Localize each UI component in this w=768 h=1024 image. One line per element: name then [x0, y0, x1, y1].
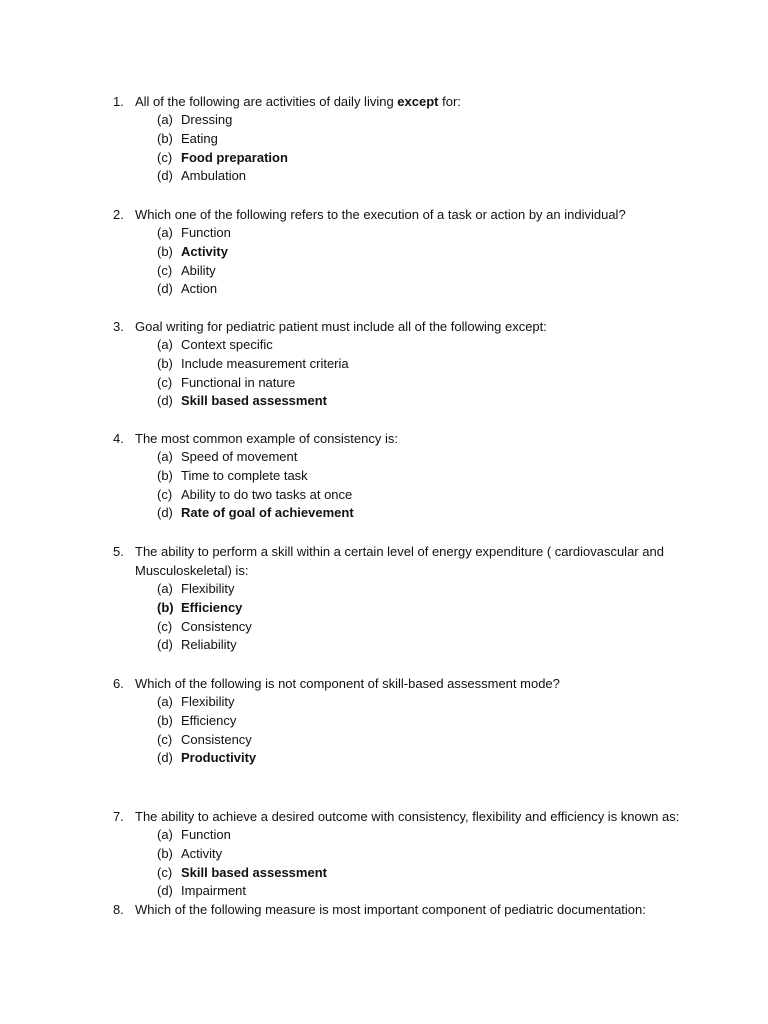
option-letter: (b) — [157, 467, 173, 483]
option-text: Consistency — [181, 618, 252, 634]
option-text: Eating — [181, 130, 218, 146]
option-letter: (c) — [157, 618, 173, 634]
option-letter: (a) — [157, 694, 173, 709]
option-letter: (d) — [157, 505, 173, 521]
option-text-correct: Activity — [181, 243, 228, 259]
option-a — [0, 111, 768, 130]
question-2 — [0, 205, 768, 299]
question-text: Musculoskeletal) is: — [135, 563, 249, 578]
option-text: Speed of movement — [181, 449, 298, 464]
option-text-correct: Skill based assessment — [181, 393, 327, 409]
question-number: 1. — [113, 94, 124, 109]
question-number: 2. — [113, 207, 124, 222]
question-6 — [0, 674, 768, 768]
question-text — [135, 92, 461, 111]
option-a — [0, 580, 768, 599]
question-text: Goal writing for pediatric patient must include all of the following except: — [135, 319, 547, 334]
option-letter: (b) — [157, 712, 173, 728]
option-letter: (d) — [157, 393, 173, 409]
question-text: Which of the following is not component of skill-based assessment mode? — [135, 676, 560, 691]
option-a — [0, 826, 768, 845]
option-text: Flexibility — [181, 694, 235, 709]
question-number: 6. — [113, 676, 124, 691]
option-text: Include measurement criteria — [181, 355, 349, 371]
option-b — [0, 712, 768, 731]
question-8 — [0, 900, 768, 919]
option-letter: (c) — [157, 149, 173, 165]
option-d — [0, 167, 768, 186]
option-b — [0, 355, 768, 374]
option-letter: (c) — [157, 864, 173, 880]
question-1 — [0, 92, 768, 186]
question-stem — [0, 807, 768, 826]
option-text: Action — [181, 281, 218, 297]
question-5 — [0, 542, 768, 655]
option-d — [0, 280, 768, 299]
option-letter: (b) — [157, 243, 173, 259]
question-text-emphasis: except — [397, 94, 439, 109]
option-letter: (a) — [157, 581, 173, 596]
option-letter: (d) — [157, 281, 173, 297]
question-stem — [0, 674, 768, 693]
option-letter: (d) — [157, 883, 173, 899]
option-text-correct: Efficiency — [181, 599, 243, 615]
option-text: Efficiency — [181, 712, 237, 728]
option-c — [0, 486, 768, 505]
option-a — [0, 336, 768, 355]
option-b — [0, 845, 768, 864]
option-text: Context specific — [181, 337, 273, 352]
option-letter: (a) — [157, 112, 173, 127]
question-text: The ability to achieve a desired outcome with consistency, flexibility and efficiency is known as: — [135, 809, 680, 824]
option-letter: (c) — [157, 374, 173, 390]
question-stem-continued — [0, 561, 768, 580]
question-number: 8. — [113, 902, 124, 917]
question-number: 3. — [113, 319, 124, 334]
option-text-correct: Productivity — [181, 750, 257, 766]
question-stem — [0, 317, 768, 336]
option-letter: (a) — [157, 337, 173, 352]
option-c — [0, 618, 768, 637]
option-a — [0, 693, 768, 712]
question-stem — [0, 542, 768, 561]
option-letter: (c) — [157, 486, 173, 502]
question-text-part: All of the following are activities of daily living — [135, 94, 398, 109]
option-a — [0, 448, 768, 467]
option-text: Function — [181, 225, 231, 240]
option-letter: (c) — [157, 731, 173, 747]
option-letter: (c) — [157, 262, 173, 278]
option-text: Dressing — [181, 112, 233, 127]
question-number: 4. — [113, 431, 124, 446]
option-text: Activity — [181, 845, 223, 861]
option-text: Function — [181, 827, 231, 842]
option-letter: (b) — [157, 355, 173, 371]
option-c — [0, 864, 768, 883]
option-letter: (d) — [157, 637, 173, 653]
option-d — [0, 636, 768, 655]
option-c — [0, 149, 768, 168]
question-number: 7. — [113, 809, 124, 824]
option-c — [0, 731, 768, 750]
option-letter: (b) — [157, 845, 173, 861]
option-c — [0, 262, 768, 281]
question-stem — [0, 429, 768, 448]
option-text: Flexibility — [181, 581, 235, 596]
question-text: Which one of the following refers to the execution of a task or action by an individual? — [135, 207, 626, 222]
question-text-part: for: — [438, 94, 461, 109]
option-b — [0, 243, 768, 262]
option-c — [0, 374, 768, 393]
option-b — [0, 467, 768, 486]
question-number: 5. — [113, 544, 124, 559]
option-letter: (b) — [157, 599, 174, 615]
option-letter: (d) — [157, 750, 173, 766]
question-stem — [0, 900, 768, 919]
option-letter: (a) — [157, 449, 173, 464]
option-text: Ambulation — [181, 168, 247, 184]
option-text-correct: Rate of goal of achievement — [181, 505, 354, 521]
question-text: The ability to perform a skill within a certain level of energy expenditure ( cardiovascular and — [135, 544, 664, 559]
option-d — [0, 504, 768, 523]
option-letter: (d) — [157, 168, 173, 184]
option-text: Functional in nature — [181, 374, 296, 390]
option-d — [0, 882, 768, 901]
option-d — [0, 749, 768, 768]
question-text: Which of the following measure is most important component of pediatric documentation: — [135, 902, 646, 917]
question-text: The most common example of consistency is: — [135, 431, 398, 446]
option-letter: (a) — [157, 225, 173, 240]
option-b — [0, 130, 768, 149]
option-a — [0, 224, 768, 243]
option-text-correct: Food preparation — [181, 149, 288, 165]
option-text: Ability — [181, 262, 216, 278]
option-text: Reliability — [181, 637, 237, 653]
option-letter: (a) — [157, 827, 173, 842]
question-stem — [0, 92, 768, 111]
question-4 — [0, 429, 768, 523]
option-b — [0, 599, 768, 618]
option-text: Impairment — [181, 883, 247, 899]
option-text-correct: Skill based assessment — [181, 864, 327, 880]
question-stem — [0, 205, 768, 224]
question-3 — [0, 317, 768, 411]
option-text: Time to complete task — [181, 467, 308, 483]
option-text: Ability to do two tasks at once — [181, 486, 353, 502]
option-d — [0, 392, 768, 411]
option-text: Consistency — [181, 731, 252, 747]
option-letter: (b) — [157, 130, 173, 146]
question-7 — [0, 807, 768, 901]
